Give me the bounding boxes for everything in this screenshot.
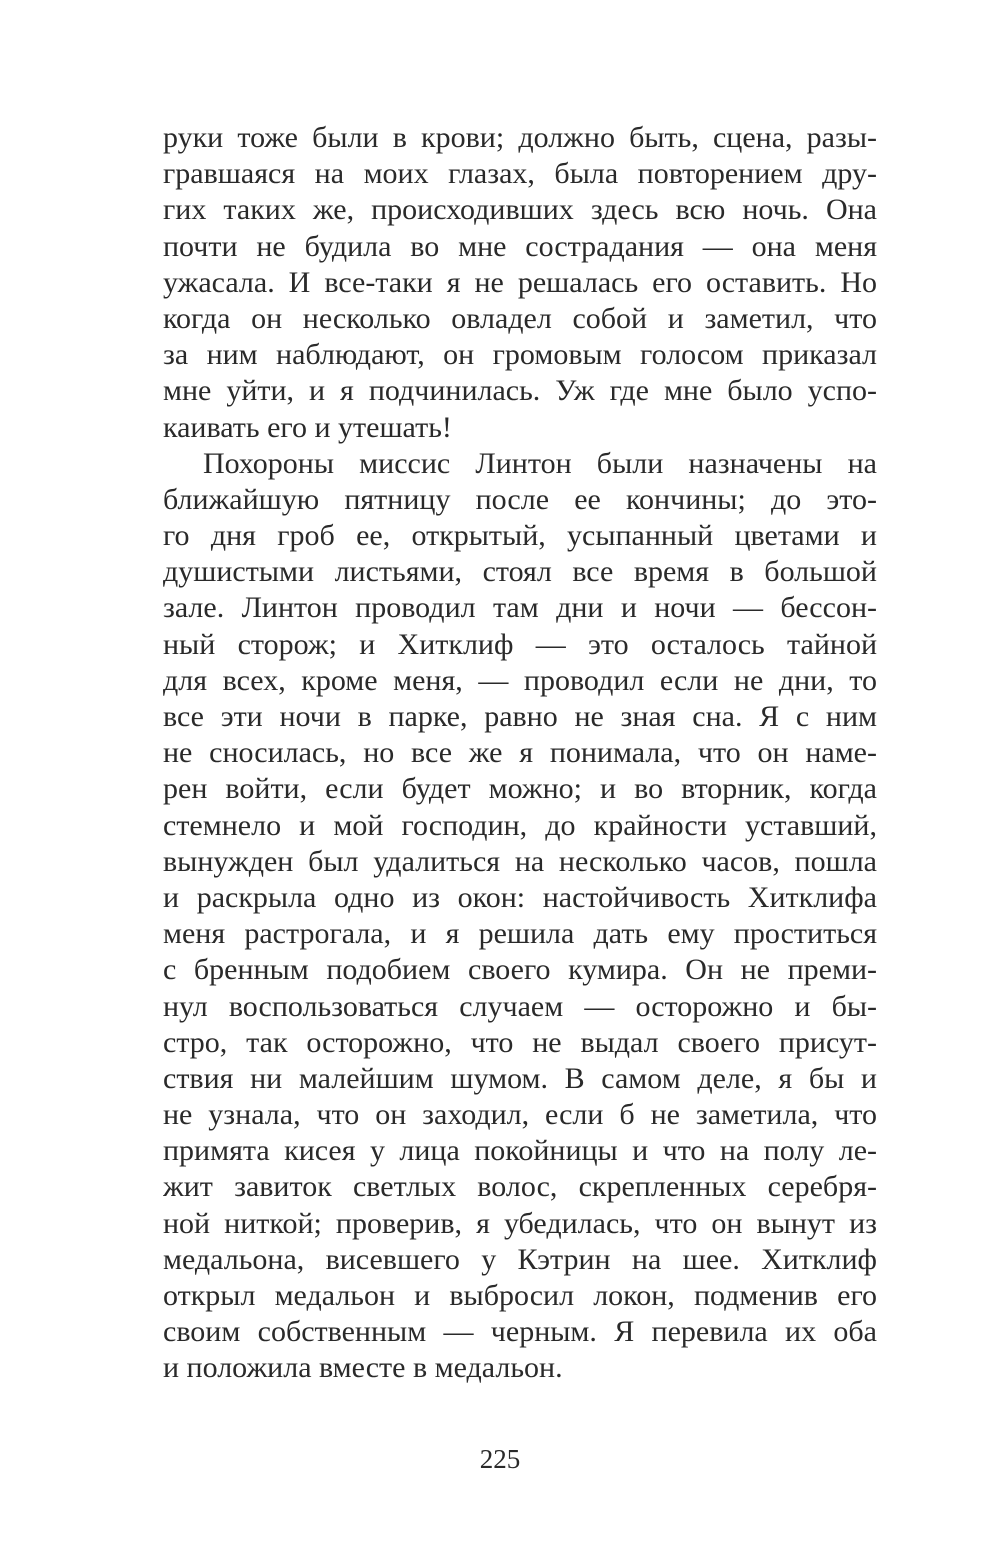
text-line: рен войти, если будет можно; и во вторник, когда bbox=[163, 772, 877, 806]
text-line: ной ниткой; проверив, я убедилась, что он вынут из bbox=[163, 1206, 877, 1240]
text-line: гравшаяся на моих глазах, была повторением дру- bbox=[163, 157, 877, 191]
text-line: и положила вместе в медальон. bbox=[163, 1351, 563, 1385]
body-text bbox=[163, 120, 877, 1387]
text-line: меня растрогала, и я решила дать ему проститься bbox=[163, 917, 877, 951]
text-line: примята кисея у лица покойницы и что на полу ле- bbox=[163, 1134, 877, 1168]
text-line: ужасала. И все-таки я не решалась его оставить. Но bbox=[163, 265, 877, 299]
text-line: руки тоже были в крови; должно быть, сцена, разы- bbox=[163, 121, 877, 154]
text-line: Похороны миссис Линтон были назначены на bbox=[203, 446, 877, 480]
text-line: нул воспользоваться случаем — осторожно и бы- bbox=[163, 989, 877, 1023]
text-line: открыл медальон и выбросил локон, подменив его bbox=[163, 1279, 877, 1312]
text-line: мне уйти, и я подчинилась. Уж где мне было успо- bbox=[163, 374, 877, 408]
text-line: за ним наблюдают, он громовым голосом приказал bbox=[163, 338, 877, 372]
text-line: гих таких же, происходивших здесь всю ночь. Она bbox=[163, 193, 877, 227]
text-line: своим собственным — черным. Я перевила их оба bbox=[163, 1315, 877, 1349]
text-line: не узнала, что он заходил, если б не заметила, что bbox=[163, 1098, 877, 1132]
text-line: зале. Линтон проводил там дни и ночи — бессон- bbox=[163, 591, 877, 625]
text-line: медальона, висевшего у Кэтрин на шее. Хитклиф bbox=[163, 1242, 877, 1276]
text-line: когда он несколько овладел собой и заметил, что bbox=[163, 301, 877, 335]
text-line: для всех, кроме меня, — проводил если не дни, то bbox=[163, 663, 877, 697]
text-line: вынужден был удалиться на несколько часов, пошла bbox=[163, 844, 877, 878]
text-line: ный сторож; и Хитклиф — это осталось тайной bbox=[163, 627, 877, 661]
text-line: не сносилась, но все же я понимала, что он наме- bbox=[163, 736, 877, 770]
text-line: и раскрыла одно из окон: настойчивость Хитклифа bbox=[163, 880, 877, 914]
text-line: жит завиток светлых волос, скрепленных серебря- bbox=[163, 1170, 877, 1204]
text-line: душистыми листьями, стоял все время в большой bbox=[163, 555, 877, 589]
text-line: стро, так осторожно, что не выдал своего присут- bbox=[163, 1025, 877, 1059]
text-line: все эти ночи в парке, равно не зная сна. Я с ним bbox=[163, 700, 877, 733]
text-line: го дня гроб ее, открытый, усыпанный цветами и bbox=[163, 519, 877, 553]
text-line: почти не будила во мне сострадания — она меня bbox=[163, 229, 877, 263]
text-line: стемнело и мой господин, до крайности уставший, bbox=[163, 808, 877, 842]
text-line: ствия ни малейшим шумом. В самом деле, я бы и bbox=[163, 1061, 877, 1095]
text-line: каивать его и утешать! bbox=[163, 410, 452, 444]
page-number: 225 bbox=[479, 1444, 521, 1474]
text-line: ближайшую пятницу после ее кончины; до это- bbox=[163, 482, 877, 516]
text-line: с бренным подобием своего кумира. Он не преми- bbox=[163, 953, 877, 987]
